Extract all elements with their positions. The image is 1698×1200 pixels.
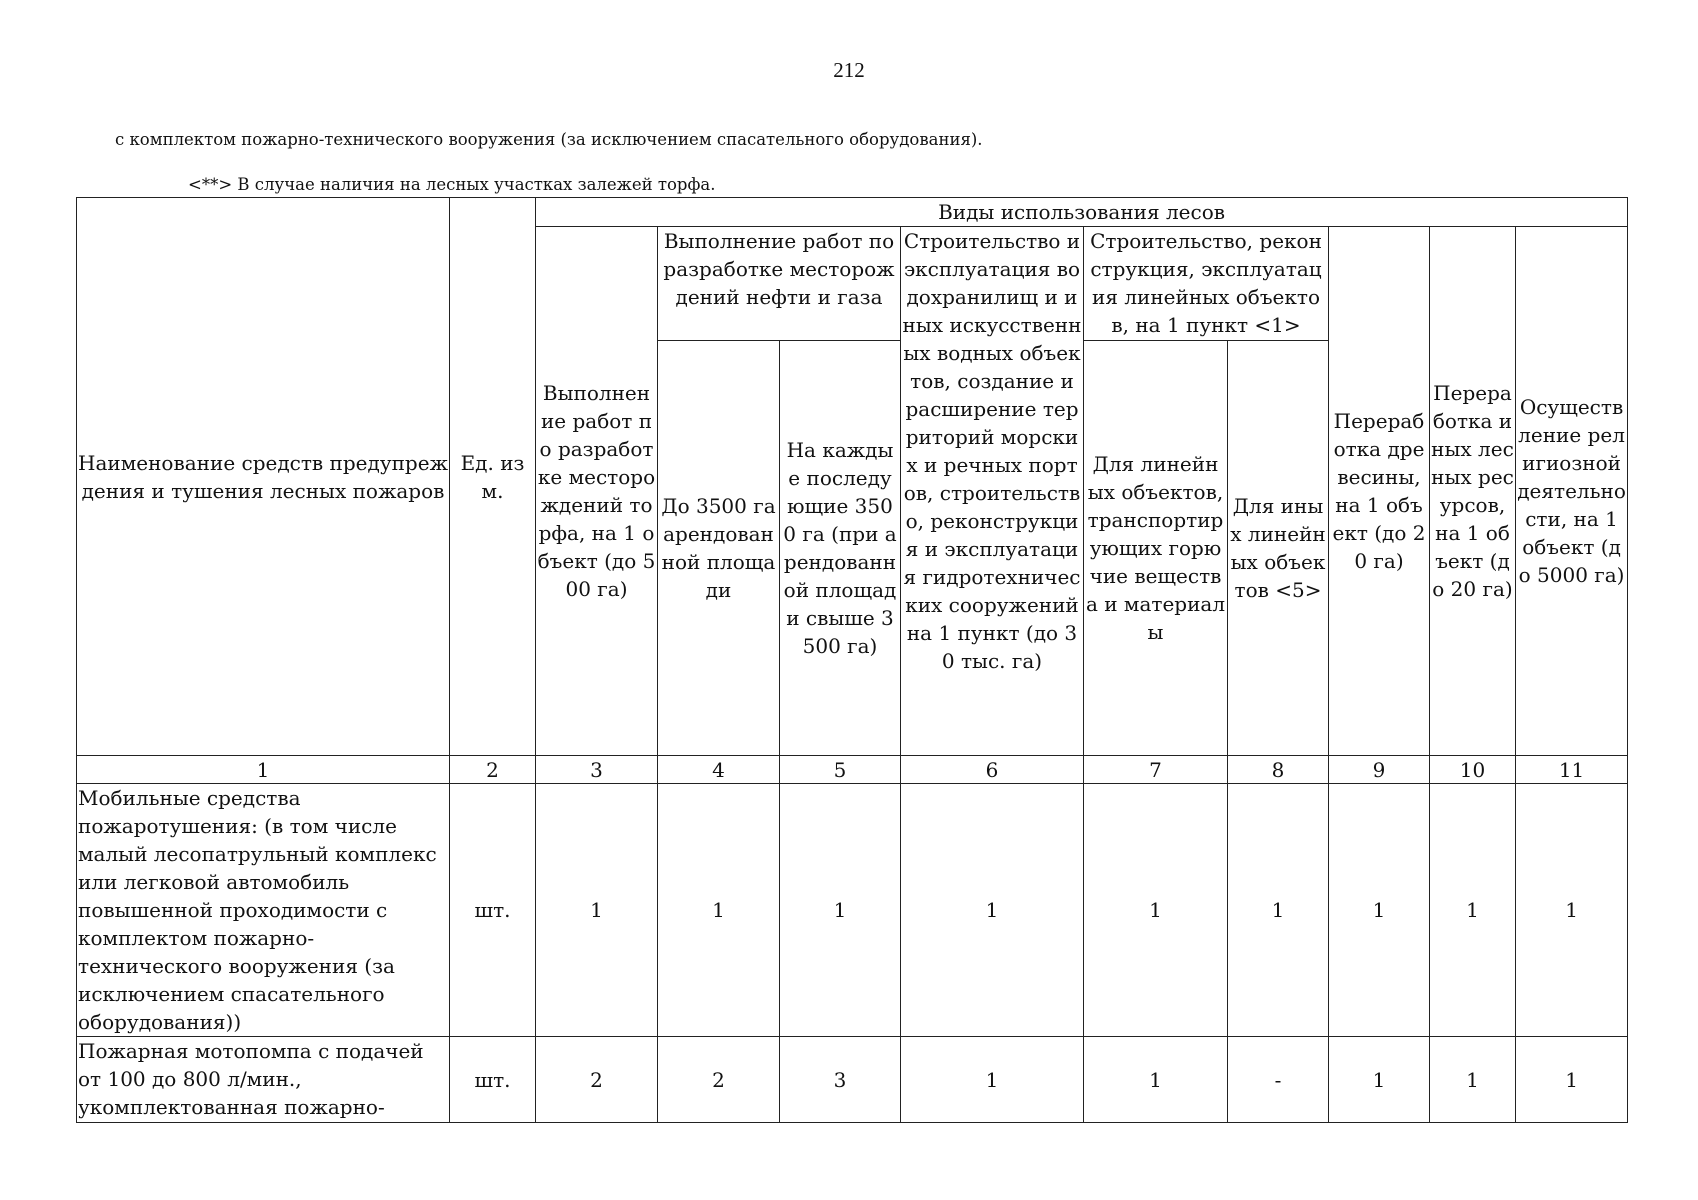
header-col-10: Переработка иных лесных ресурсов, на 1 объект (до 20 га) (1430, 227, 1516, 756)
row-value: - (1228, 1037, 1329, 1123)
row-value: 1 (1430, 784, 1516, 1037)
row-value: 1 (901, 1037, 1084, 1123)
header-forest-use-types: Виды использования лесов (536, 198, 1628, 227)
header-col-4: До 3500 га арендованной площади (658, 341, 780, 756)
page-number: 212 (833, 58, 865, 82)
header-group-oil-gas: Выполнение работ по разработке месторождений нефти и газа (658, 227, 901, 341)
row-value: 1 (780, 784, 901, 1037)
header-col-7: Для линейных объектов, транспортирующих горючие вещества и материалы (1084, 341, 1228, 756)
col-number: 4 (658, 756, 780, 784)
row-value: 1 (1084, 784, 1228, 1037)
header-col-11: Осуществление религиозной деятельности, на 1 объект (до 5000 га) (1516, 227, 1628, 756)
header-col-3: Выполнение работ по разработке месторождений торфа, на 1 объект (до 500 га) (536, 227, 658, 756)
header-group-linear: Строительство, реконструкция, эксплуатация линейных объектов, на 1 пункт <1> (1084, 227, 1329, 341)
row-value: 1 (1430, 1037, 1516, 1123)
fire-equipment-table (76, 197, 1628, 1123)
footnote-peat: <**> В случае наличия на лесных участках залежей торфа. (188, 175, 716, 194)
header-name: Наименование средств предупреждения и тушения лесных пожаров (77, 198, 450, 756)
col-number: 11 (1516, 756, 1628, 784)
row-value: 3 (780, 1037, 901, 1123)
row-value: 1 (1516, 1037, 1628, 1123)
row-name: Пожарная мотопомпа с подачей от 100 до 800 л/мин., укомплектованная пожарно- (77, 1037, 450, 1123)
col-number: 5 (780, 756, 901, 784)
row-value: 1 (901, 784, 1084, 1037)
row-value: 2 (536, 1037, 658, 1123)
row-value: 1 (536, 784, 658, 1037)
row-value: 1 (1329, 784, 1430, 1037)
col-number: 7 (1084, 756, 1228, 784)
row-value: 2 (658, 1037, 780, 1123)
row-value: 1 (1084, 1037, 1228, 1123)
col-number: 8 (1228, 756, 1329, 784)
col-number: 6 (901, 756, 1084, 784)
row-name: Мобильные средства пожаротушения: (в том числе малый лесопатрульный комплекс или легковой автомобиль повышенной проходимости с комплектом пожарно-технического вооружения (за исключением спасательного оборудования)) (77, 784, 450, 1037)
header-col-5: На каждые последующие 3500 га (при арендованной площади свыше 3500 га) (780, 341, 901, 756)
row-value: 1 (658, 784, 780, 1037)
col-number: 3 (536, 756, 658, 784)
col-number: 9 (1329, 756, 1430, 784)
header-col-8: Для иных линейных объектов <5> (1228, 341, 1329, 756)
footnote-continuation: с комплектом пожарно-технического вооружения (за исключением спасательного оборудования). (115, 130, 983, 149)
row-value: 1 (1329, 1037, 1430, 1123)
header-col-6: Строительство и эксплуатация водохранилищ и иных искусственных водных объектов, создание и расширение территорий морских и речных портов, строительство, реконструкция и эксплуатация гидротехнических сооружений на 1 пункт (до 30 тыс. га) (901, 227, 1084, 756)
col-number: 1 (77, 756, 450, 784)
row-value: 1 (1228, 784, 1329, 1037)
col-number: 2 (450, 756, 536, 784)
row-value: 1 (1516, 784, 1628, 1037)
header-unit: Ед. изм. (450, 198, 536, 756)
header-col-9: Переработка древесины, на 1 объект (до 20 га) (1329, 227, 1430, 756)
table-row (77, 1037, 1628, 1123)
col-number: 10 (1430, 756, 1516, 784)
row-unit: шт. (450, 1037, 536, 1123)
row-unit: шт. (450, 784, 536, 1037)
table-row (77, 784, 1628, 1037)
